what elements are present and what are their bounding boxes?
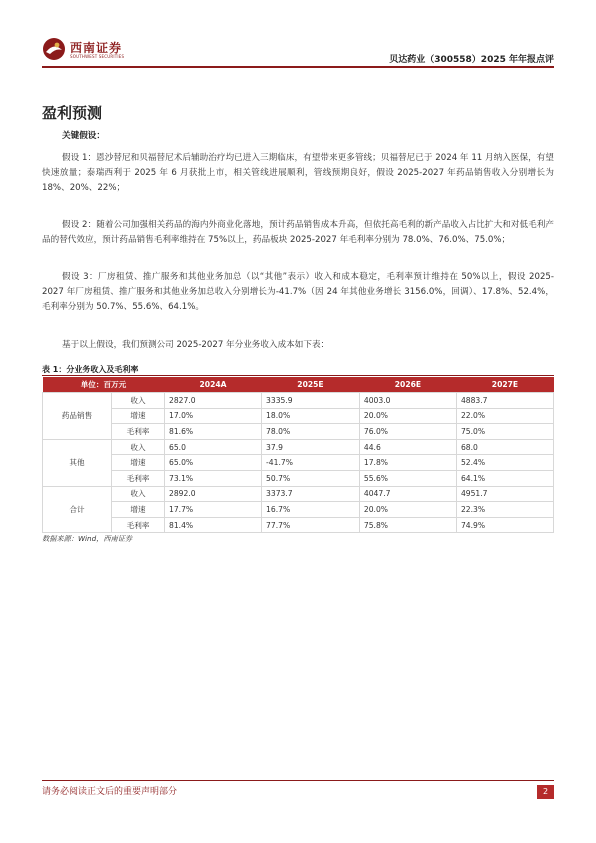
metric-label: 收入 <box>112 393 165 409</box>
logo-subtitle: SOUTHWEST SECURITIES <box>70 54 125 59</box>
table-cell: -41.7% <box>262 455 360 471</box>
table-cell: 65.0 <box>165 439 262 455</box>
table-cell: 75.8% <box>359 517 456 533</box>
table-cell: 2827.0 <box>165 393 262 409</box>
metric-label: 增速 <box>112 502 165 518</box>
metric-label: 收入 <box>112 486 165 502</box>
metric-label: 毛利率 <box>112 517 165 533</box>
table-cell: 64.1% <box>456 470 553 486</box>
table-cell: 44.6 <box>359 439 456 455</box>
table-row <box>43 502 554 518</box>
table-cell: 76.0% <box>359 424 456 440</box>
table-row <box>43 517 554 533</box>
key-assumptions-label: 关键假设： <box>62 131 105 141</box>
table-cell: 77.7% <box>262 517 360 533</box>
data-source-note: 数据来源：Wind，西南证券 <box>42 534 133 543</box>
report-title: 贝达药业（300558）2025 年年报点评 <box>389 55 554 65</box>
table-row <box>43 470 554 486</box>
table-header-row <box>43 377 554 393</box>
table-row <box>43 393 554 409</box>
section-title: 盈利预测 <box>42 104 103 122</box>
table-row <box>43 408 554 424</box>
year-header: 2027E <box>456 377 553 393</box>
table-cell: 68.0 <box>456 439 553 455</box>
table-cell: 81.4% <box>165 517 262 533</box>
unit-header: 单位：百万元 <box>43 377 165 393</box>
table-cell: 4951.7 <box>456 486 553 502</box>
year-header: 2026E <box>359 377 456 393</box>
metric-label: 毛利率 <box>112 424 165 440</box>
table-cell: 17.8% <box>359 455 456 471</box>
caption-divider <box>42 375 554 376</box>
assumption-paragraph-1: 假设 1：恩沙替尼和贝福替尼术后辅助治疗均已进入三期临床，有望带来更多管线；贝福替尼已于 2024 年 11 月纳入医保，有望快速放量；泰瑞西利于 2025 年 6 月获批上市，相关管线进展顺利，管线预期良好，假设 2025-2027 年药品销售收入分别增长为 18%、20%、22%； <box>42 153 554 194</box>
table-row <box>43 455 554 471</box>
table-cell: 16.7% <box>262 502 360 518</box>
table-cell: 17.0% <box>165 408 262 424</box>
table-cell: 20.0% <box>359 502 456 518</box>
table-caption: 表 1：分业务收入及毛利率 <box>42 365 139 374</box>
table-cell: 20.0% <box>359 408 456 424</box>
table-cell: 52.4% <box>456 455 553 471</box>
table-row <box>43 439 554 455</box>
page-header <box>0 0 596 70</box>
metric-label: 增速 <box>112 408 165 424</box>
table-row <box>43 486 554 502</box>
metric-label: 毛利率 <box>112 470 165 486</box>
group-label: 药品销售 <box>43 393 112 440</box>
summary-paragraph: 基于以上假设，我们预测公司 2025-2027 年分业务收入成本如下表： <box>62 340 330 350</box>
table-row <box>43 424 554 440</box>
table-cell: 50.7% <box>262 470 360 486</box>
table-cell: 22.3% <box>456 502 553 518</box>
group-label: 合计 <box>43 486 112 533</box>
table-cell: 3335.9 <box>262 393 360 409</box>
header-divider <box>42 66 554 68</box>
group-label: 其他 <box>43 439 112 486</box>
year-header: 2025E <box>262 377 360 393</box>
company-logo <box>42 37 138 63</box>
logo-emblem-icon <box>42 37 66 61</box>
table-cell: 81.6% <box>165 424 262 440</box>
footer-disclaimer: 请务必阅读正文后的重要声明部分 <box>42 787 178 797</box>
assumption-paragraph-3: 假设 3：厂房租赁、推广服务和其他业务加总（以“其他”表示）收入和成本稳定，毛利率预计维持在 50%以上，假设 2025-2027 年厂房租赁、推广服务和其他业务加总收入分别增长为-41.7%（因 24 年其他业务增长 3156.0%，回调）、17.8%、52.4%，毛利率分别为 50.7%、55.6%、64.1%。 <box>42 272 554 313</box>
table-cell: 4003.0 <box>359 393 456 409</box>
table-cell: 22.0% <box>456 408 553 424</box>
table-cell: 4883.7 <box>456 393 553 409</box>
table-cell: 55.6% <box>359 470 456 486</box>
revenue-margin-table <box>42 377 554 533</box>
table-cell: 4047.7 <box>359 486 456 502</box>
year-header: 2024A <box>165 377 262 393</box>
metric-label: 增速 <box>112 455 165 471</box>
table-cell: 73.1% <box>165 470 262 486</box>
table-cell: 65.0% <box>165 455 262 471</box>
table-cell: 2892.0 <box>165 486 262 502</box>
assumption-paragraph-2: 假设 2：随着公司加强相关药品的海内外商业化落地，预计药品销售成本升高，但依托高毛利的新产品收入占比扩大和对低毛利产品的替代效应，预计药品销售毛利率维持在 75%以上，药品板块 2025-2027 年毛利率分别为 78.0%、76.0%、75.0%； <box>42 220 554 246</box>
table-cell: 37.9 <box>262 439 360 455</box>
table-cell: 3373.7 <box>262 486 360 502</box>
metric-label: 收入 <box>112 439 165 455</box>
page-number: 2 <box>537 785 554 799</box>
table-cell: 17.7% <box>165 502 262 518</box>
table-cell: 18.0% <box>262 408 360 424</box>
logo-name: 西南证券 <box>70 41 123 55</box>
table-cell: 78.0% <box>262 424 360 440</box>
table-cell: 74.9% <box>456 517 553 533</box>
table-cell: 75.0% <box>456 424 553 440</box>
footer-divider <box>42 780 554 781</box>
